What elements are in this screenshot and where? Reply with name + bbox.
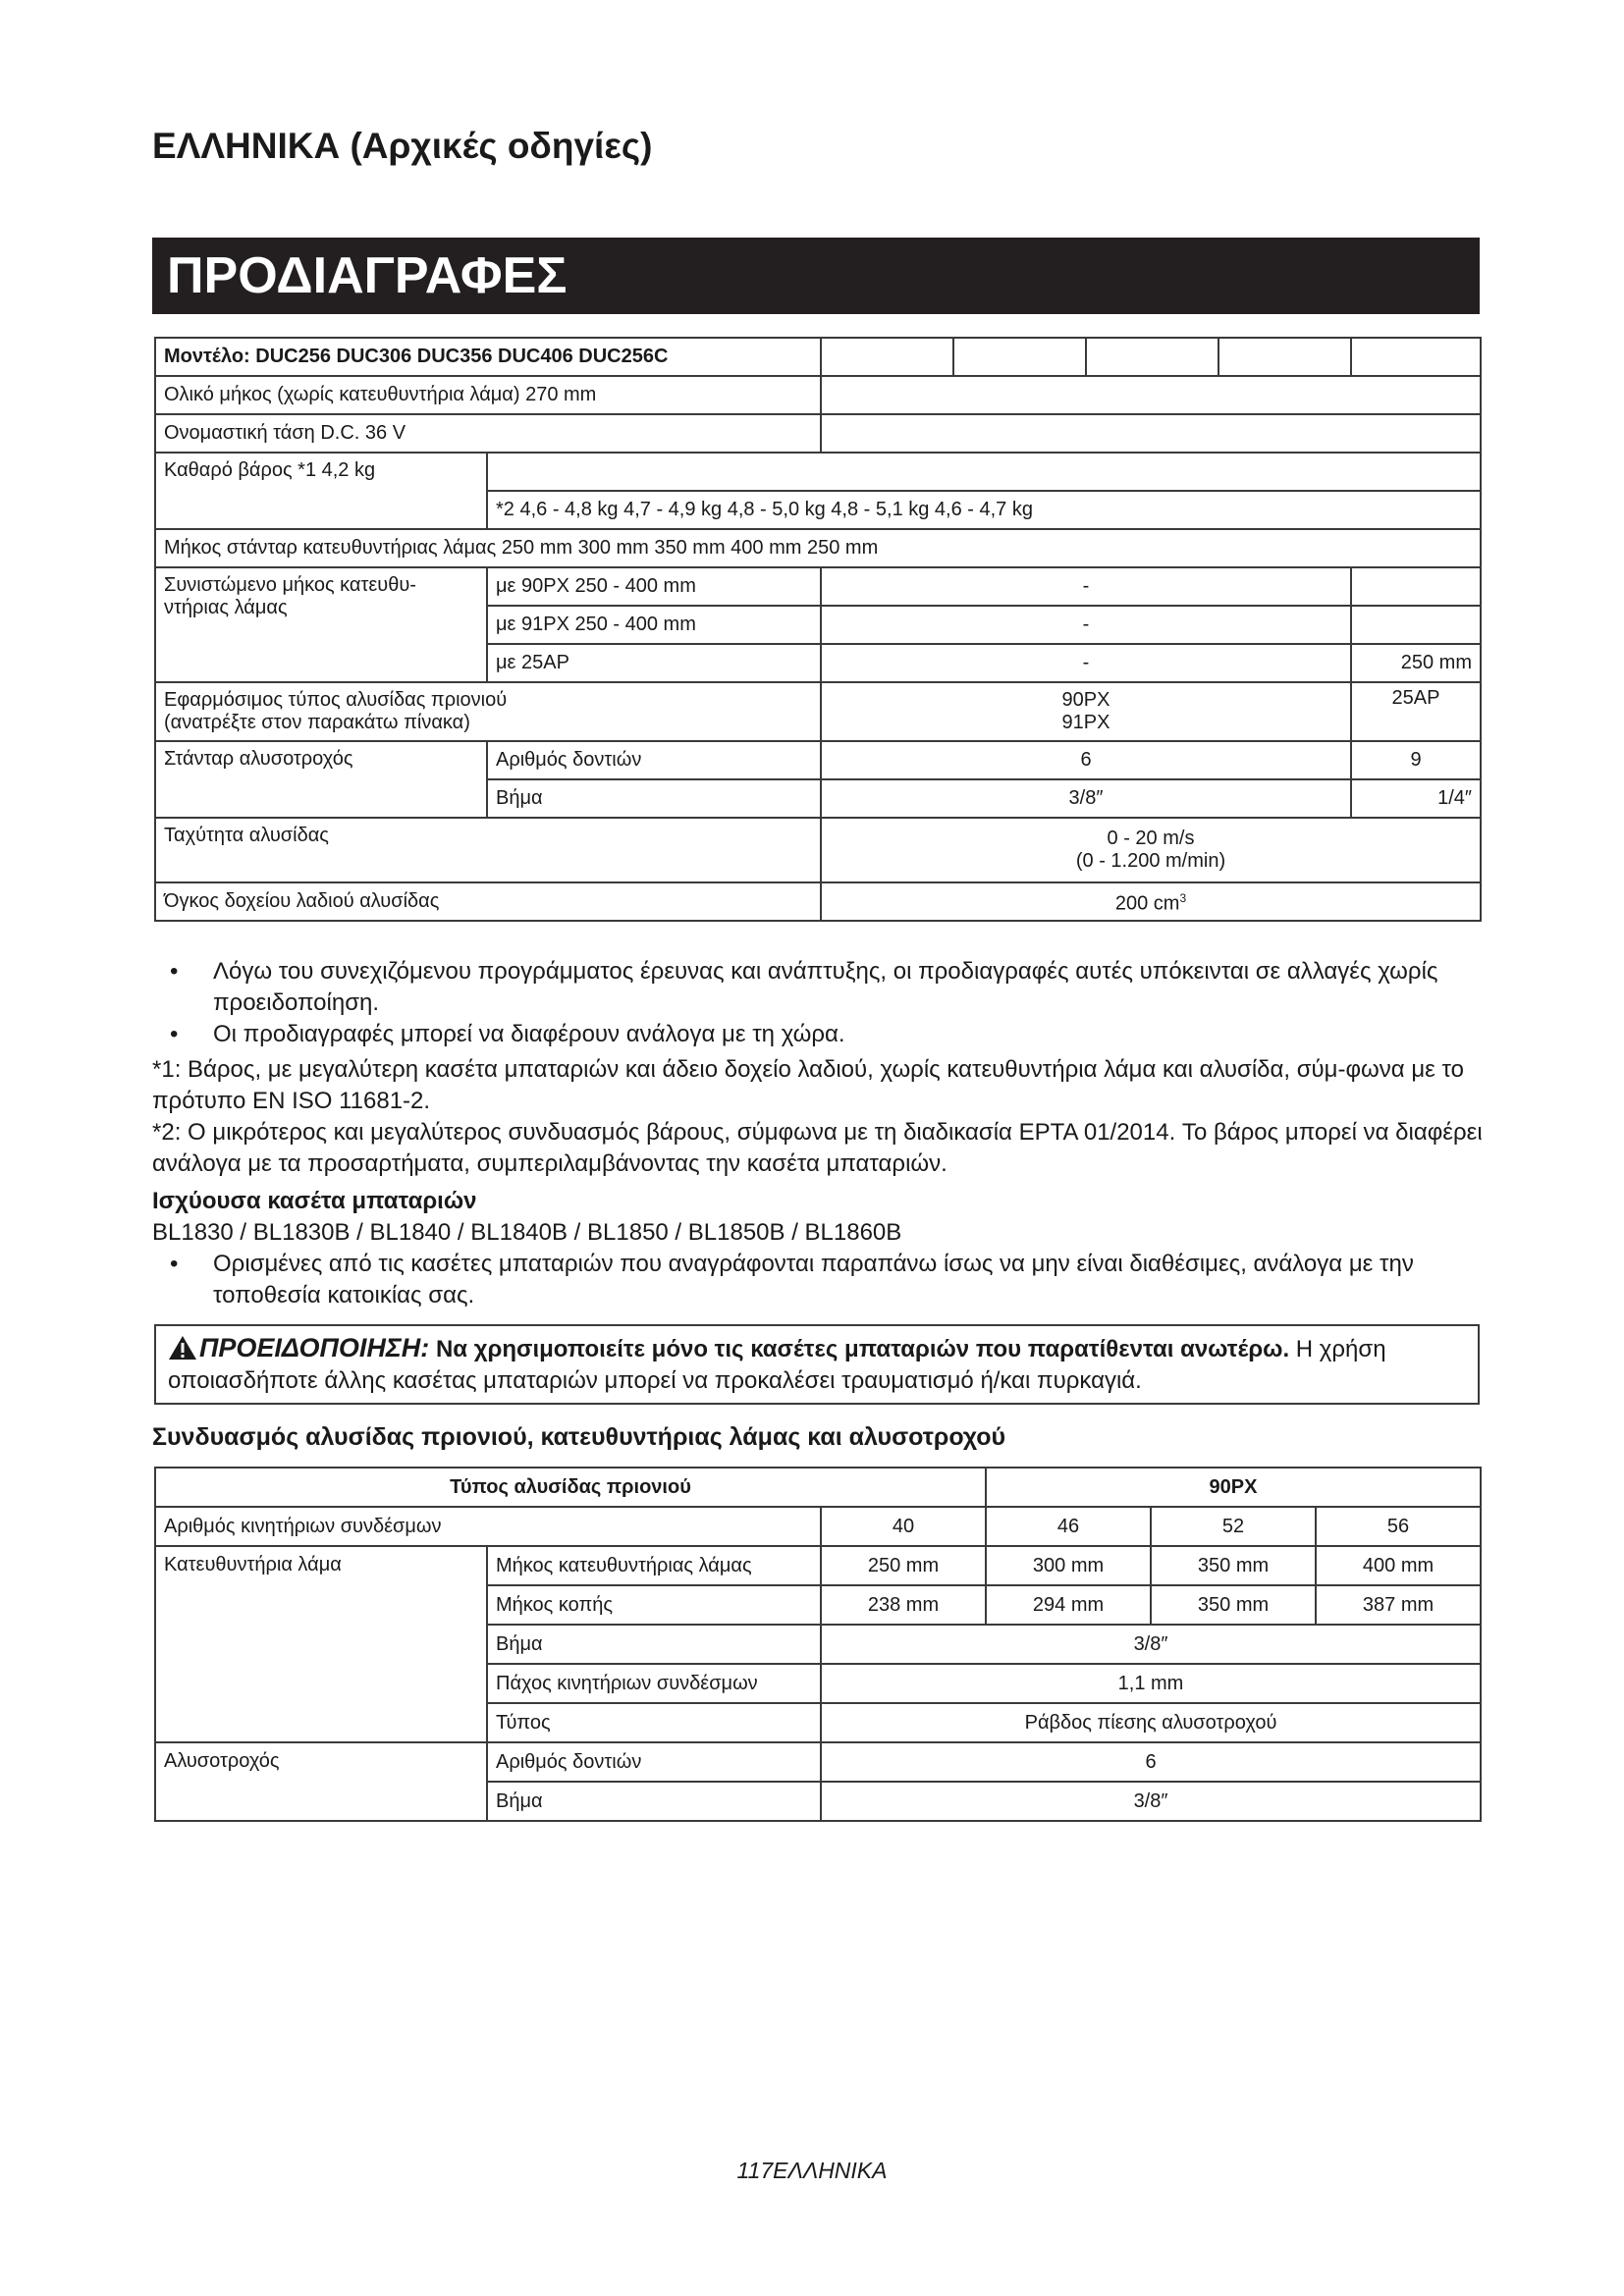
bar-length-label: Μήκος κατευθυντήριας λάμας (487, 1546, 821, 1585)
rec-25ap-value-2: 250 mm (1351, 644, 1481, 682)
oil-tank-value-text: 200 cm (1114, 892, 1180, 915)
pitch-label: Βήμα (487, 779, 821, 818)
cut-length-label: Μήκος κοπής (487, 1585, 821, 1625)
oil-tank-label: Όγκος δοχείου λαδιού αλυσίδας (155, 882, 821, 921)
bullet-icon: • (170, 958, 179, 985)
bar-pitch-label: Βήμα (487, 1625, 821, 1664)
table-row (155, 882, 1481, 921)
combination-table (154, 1467, 1482, 1822)
table-row (155, 1546, 1481, 1585)
table-row (155, 1507, 1481, 1546)
bar-length-value: 250 mm (821, 1546, 986, 1585)
table-row (155, 376, 1481, 414)
footnote-1: *1: Βάρος, με μεγαλύτερη κασέτα μπαταριών και άδειο δοχείο λαδιού, χωρίς κατευθυντήρια λάμα και αλυσίδα, σύμ-φωνα με το πρότυπο EN ISO 11681-2. (152, 1056, 1465, 1114)
sprocket-label: Στάνταρ αλυσοτροχός (155, 741, 487, 818)
teeth-label: Αριθμός δοντιών (487, 741, 821, 779)
combo-teeth-value: 6 (821, 1742, 1481, 1782)
chain-speed-value-2: (0 - 1.200 m/min) (1075, 850, 1226, 872)
table-cell (1351, 338, 1481, 376)
note-bullet (152, 1249, 1483, 1311)
warning-triangle-icon (168, 1335, 197, 1361)
table-row (155, 741, 1481, 779)
table-cell (1351, 567, 1481, 606)
applicable-chain-value (821, 682, 1351, 741)
warning-label: ΠΡΟΕΙΔΟΠΟΙΗΣΗ: (199, 1333, 430, 1362)
gauge-label: Πάχος κινητήριων συνδέσμων (487, 1664, 821, 1703)
bullet-icon: • (170, 1251, 179, 1277)
bar-pitch-value: 3/8″ (821, 1625, 1481, 1664)
cut-length-value: 294 mm (986, 1585, 1151, 1625)
warning-box (154, 1324, 1480, 1405)
teeth-value-2: 9 (1351, 741, 1481, 779)
teeth-value: 6 (821, 741, 1351, 779)
bar-type-label: Τύπος (487, 1703, 821, 1742)
rec-90px-value: - (821, 567, 1351, 606)
cut-length-value: 238 mm (821, 1585, 986, 1625)
combo-sprocket-label: Αλυσοτροχός (155, 1742, 487, 1821)
recommended-bar-label: Συνιστώμενο μήκος κατευθυ-ντήριας λάμας (155, 567, 487, 682)
chain-speed-label: Ταχύτητα αλυσίδας (155, 818, 821, 882)
table-row (155, 453, 1481, 491)
combo-sprocket-pitch-label: Βήμα (487, 1782, 821, 1821)
notes-block (152, 956, 1483, 1311)
header-chain-type: Τύπος αλυσίδας πριονιού (155, 1468, 986, 1507)
note-text: Ορισμένες από τις κασέτες μπαταριών που αναγράφονται παραπάνω ίσως να μην είναι διαθέσιμες, ανάλογα με την τοποθεσία κατοικίας σας. (213, 1251, 1414, 1308)
header-90px: 90PX (986, 1468, 1481, 1507)
applicable-chain-label-2: (ανατρέξτε στον παρακάτω πίνακα) (164, 712, 470, 733)
table-row (155, 567, 1481, 606)
drive-links-value: 52 (1151, 1507, 1316, 1546)
battery-heading: Ισχύουσα κασέτα μπαταριών (152, 1188, 477, 1214)
applicable-chain-value-1: 90PX (1061, 689, 1110, 711)
note-bullet (152, 1019, 1483, 1050)
gauge-value: 1,1 mm (821, 1664, 1481, 1703)
bar-length-value: 400 mm (1316, 1546, 1481, 1585)
language-title: ΕΛΛΗΝΙΚΑ (Αρχικές οδηγίες) (152, 126, 653, 166)
table-cell (1218, 338, 1351, 376)
weight-range: *2 4,6 - 4,8 kg 4,7 - 4,9 kg 4,8 - 5,0 kg 4,8 - 5,1 kg 4,6 - 4,7 kg (487, 491, 1481, 529)
table-cell (821, 414, 1481, 453)
overall-length-label: Ολικό μήκος (χωρίς κατευθυντήρια λάμα) 270 mm (155, 376, 821, 414)
table-row (155, 338, 1481, 376)
guide-bar-label: Κατευθυντήρια λάμα (155, 1546, 487, 1742)
warning-text: Η χρήση οποιασδήποτε άλλης κασέτας μπαταριών μπορεί να προκαλέσει τραυματισμό ή/και πυρκαγιά. (168, 1336, 1386, 1394)
table-cell (1351, 606, 1481, 644)
table-cell (487, 453, 1481, 491)
bar-length-value: 350 mm (1151, 1546, 1316, 1585)
table-cell (1086, 338, 1218, 376)
page-footer: 117ΕΛΛΗΝΙΚΑ (736, 2158, 888, 2183)
drive-links-value: 40 (821, 1507, 986, 1546)
table-row (155, 1742, 1481, 1782)
combo-sprocket-pitch-value: 3/8″ (821, 1782, 1481, 1821)
chain-speed-value (821, 818, 1481, 882)
net-weight-label: Καθαρό βάρος *1 4,2 kg (155, 453, 487, 529)
note-text: Λόγω του συνεχιζόμενου προγράμματος έρευνας και ανάπτυξης, οι προδιαγραφές αυτές υπόκεινται σε αλλαγές χωρίς προειδοποίηση. (213, 958, 1438, 1016)
bar-type-value: Ράβδος πίεσης αλυσοτροχού (821, 1703, 1481, 1742)
chain-speed-value-1: 0 - 20 m/s (1107, 828, 1195, 849)
table-row (155, 818, 1481, 882)
standard-bar-length: Μήκος στάνταρ κατευθυντήριας λάμας 250 mm 300 mm 350 mm 400 mm 250 mm (155, 529, 1481, 567)
table-cell (953, 338, 1086, 376)
oil-tank-superscript: 3 (1179, 891, 1187, 906)
cut-length-value: 350 mm (1151, 1585, 1316, 1625)
table-row (155, 529, 1481, 567)
rec-25ap-value: - (821, 644, 1351, 682)
rec-25ap-label: με 25AP (487, 644, 821, 682)
model-label: Μοντέλο: DUC256 DUC306 DUC356 DUC406 DUC256C (155, 338, 821, 376)
cut-length-value: 387 mm (1316, 1585, 1481, 1625)
combination-title: Συνδυασμός αλυσίδας πριονιού, κατευθυντήριας λάμας και αλυσοτροχού (152, 1423, 1006, 1451)
table-row (155, 414, 1481, 453)
oil-tank-value (821, 882, 1481, 921)
bar-length-value: 300 mm (986, 1546, 1151, 1585)
pitch-value-2: 1/4″ (1351, 779, 1481, 818)
drive-links-value: 46 (986, 1507, 1151, 1546)
table-cell (821, 376, 1481, 414)
applicable-chain-label (155, 682, 821, 741)
applicable-chain-value-3: 25AP (1351, 682, 1481, 741)
specifications-table (154, 337, 1482, 922)
note-text: Οι προδιαγραφές μπορεί να διαφέρουν ανάλογα με τη χώρα. (213, 1021, 845, 1047)
rec-91px-label: με 91PX 250 - 400 mm (487, 606, 821, 644)
applicable-chain-value-2: 91PX (1061, 712, 1110, 733)
footnote-2: *2: Ο μικρότερος και μεγαλύτερος συνδυασμός βάρους, σύμφωνα με τη διαδικασία EPTA 01/2014. Το βάρος μπορεί να διαφέρει ανάλογα με τα προσαρτήματα, συμπεριλαμβάνοντας την κασέτα μπαταριών. (152, 1119, 1483, 1177)
pitch-value: 3/8″ (821, 779, 1351, 818)
battery-list: BL1830 / BL1830B / BL1840 / BL1840B / BL1850 / BL1850B / BL1860B (152, 1219, 902, 1246)
drive-links-label: Αριθμός κινητήριων συνδέσμων (155, 1507, 821, 1546)
table-row (155, 682, 1481, 741)
table-cell (821, 338, 953, 376)
warning-bold-text: Να χρησιμοποιείτε μόνο τις κασέτες μπαταριών που παρατίθενται ανωτέρω. (435, 1336, 1290, 1362)
section-title-bar: ΠΡΟΔΙΑΓΡΑΦΕΣ (152, 238, 1480, 314)
rated-voltage-label: Ονομαστική τάση D.C. 36 V (155, 414, 821, 453)
note-bullet (152, 956, 1483, 1019)
bullet-icon: • (170, 1021, 179, 1047)
table-row (155, 1468, 1481, 1507)
rec-90px-label: με 90PX 250 - 400 mm (487, 567, 821, 606)
drive-links-value: 56 (1316, 1507, 1481, 1546)
rec-91px-value: - (821, 606, 1351, 644)
combo-teeth-label: Αριθμός δοντιών (487, 1742, 821, 1782)
applicable-chain-label-1: Εφαρμόσιμος τύπος αλυσίδας πριονιού (164, 689, 508, 711)
